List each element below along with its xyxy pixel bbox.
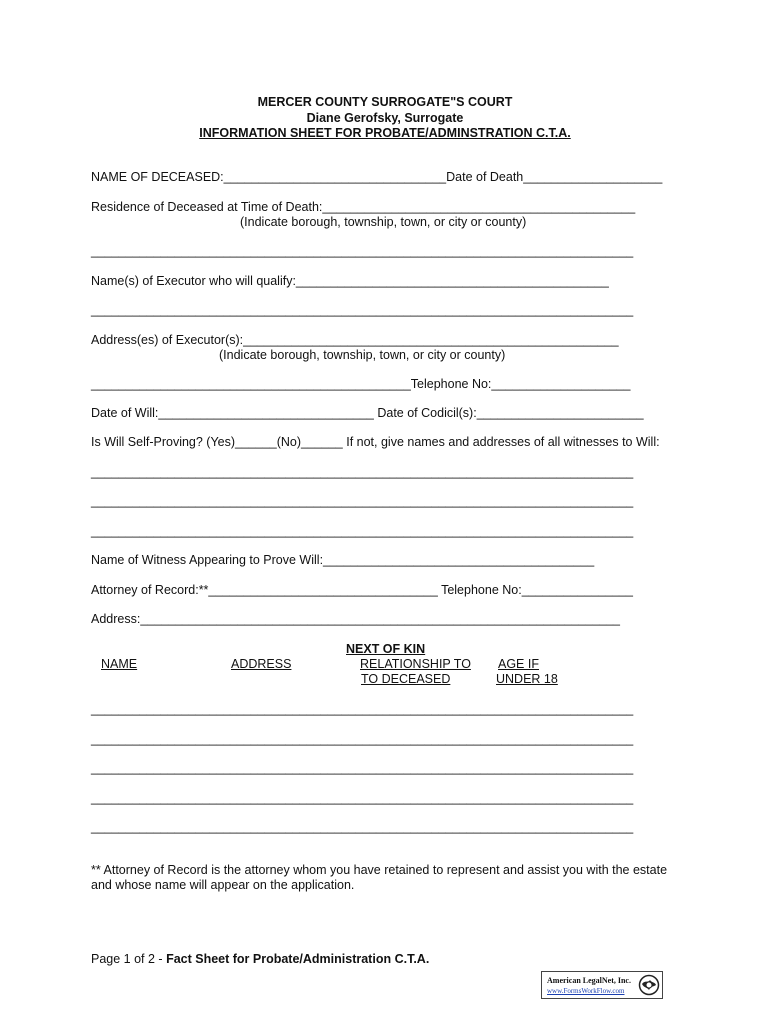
executor-address-field[interactable]: Address(es) of Executor(s):______________________________________________________ (91, 333, 619, 347)
residence-field[interactable]: Residence of Deceased at Time of Death:_____________________________________________ (91, 200, 636, 214)
col-relationship-header-line2: TO DECEASED (361, 672, 451, 686)
witness-line-1[interactable]: ______________________________________________________________________________ (91, 465, 634, 479)
vendor-logo (541, 971, 663, 999)
page-footer (91, 952, 429, 966)
name-of-deceased-field[interactable]: NAME OF DECEASED:________________________________Date of Death____________________ (91, 170, 663, 184)
footnote-line-2: and whose name will appear on the application. (91, 878, 355, 892)
executor-telephone-field[interactable]: ______________________________________________Telephone No:____________________ (91, 377, 631, 391)
witness-name-field[interactable]: Name of Witness Appearing to Prove Will:_______________________________________ (91, 553, 595, 567)
form-title: INFORMATION SHEET FOR PROBATE/ADMINSTRATION C.T.A. (199, 126, 571, 140)
surrogate-name: Diane Gerofsky, Surrogate (306, 111, 464, 125)
col-name-header: NAME (101, 657, 138, 671)
will-dates-field[interactable]: Date of Will:_______________________________ Date of Codicil(s):________________________ (91, 406, 644, 420)
residence-hint: (Indicate borough, township, town, or city or county) (240, 215, 527, 229)
col-relationship-header-line1: RELATIONSHIP TO (360, 657, 471, 671)
col-age-header-line1: AGE IF (498, 657, 539, 671)
col-address-header: ADDRESS (231, 657, 292, 671)
court-name: MERCER COUNTY SURROGATE"S COURT (257, 95, 513, 109)
page-footer-title: Fact Sheet for Probate/Administration C.T.A. (166, 952, 430, 966)
self-proving-field[interactable]: Is Will Self-Proving? (Yes)______(No)______ If not, give names and addresses of all witnesses to Will: (91, 435, 660, 449)
globe-icon (638, 974, 660, 996)
residence-continuation-line[interactable]: ______________________________________________________________________________ (91, 244, 634, 258)
executor-address-hint: (Indicate borough, township, town, or city or county) (219, 348, 506, 362)
witness-line-2[interactable]: ______________________________________________________________________________ (91, 494, 634, 508)
logo-name: American LegalNet, Inc. (547, 976, 631, 985)
next-of-kin-line-5[interactable]: ______________________________________________________________________________ (91, 820, 634, 834)
address-field[interactable]: Address:_____________________________________________________________________ (91, 612, 621, 626)
page-number: Page 1 of 2 - (91, 952, 167, 966)
next-of-kin-line-2[interactable]: ______________________________________________________________________________ (91, 732, 634, 746)
attorney-field[interactable]: Attorney of Record:**_________________________________ Telephone No:________________ (91, 583, 633, 597)
next-of-kin-line-3[interactable]: ______________________________________________________________________________ (91, 761, 634, 775)
logo-url-link[interactable]: www.FormsWorkFlow.com (547, 987, 625, 995)
executor-name-field[interactable]: Name(s) of Executor who will qualify:_____________________________________________ (91, 274, 609, 288)
footnote-line-1: ** Attorney of Record is the attorney whom you have retained to represent and assist you with the estate (91, 863, 668, 877)
next-of-kin-line-1[interactable]: ______________________________________________________________________________ (91, 702, 634, 716)
next-of-kin-heading: NEXT OF KIN (346, 642, 426, 656)
witness-line-3[interactable]: ______________________________________________________________________________ (91, 524, 634, 538)
col-age-header-line2: UNDER 18 (496, 672, 558, 686)
executor-continuation-line[interactable]: ______________________________________________________________________________ (91, 303, 634, 317)
next-of-kin-line-4[interactable]: ______________________________________________________________________________ (91, 791, 634, 805)
